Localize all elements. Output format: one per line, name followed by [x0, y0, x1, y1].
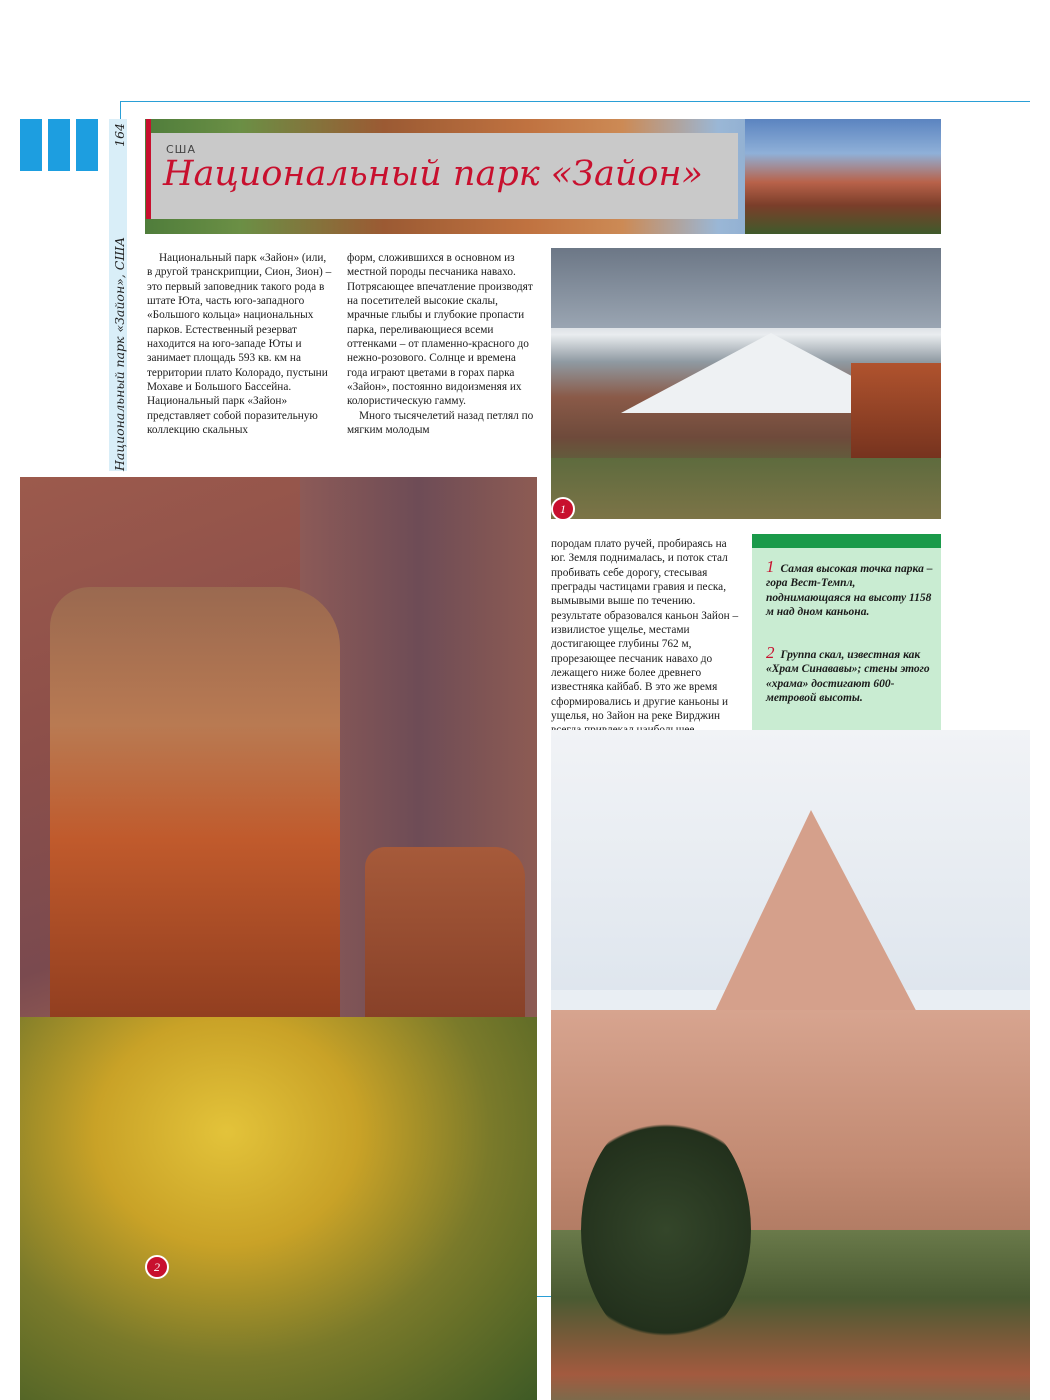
page-number: 164 [111, 123, 127, 147]
caption-text: Самая высокая точка парка – гора Вест-Темпл, поднимающаяся на высоту 1158 м над дном каньона. [766, 563, 933, 619]
photo-number-badge-1: 1 [551, 497, 575, 521]
side-tab [48, 119, 70, 171]
running-head-title: Национальный парк «Зайон», США [111, 236, 127, 471]
paragraph: форм, сложившихся в основном из местной породы песчаника навахо. Потрясающее впечатление производят на посетителей высокие скалы, мрачные глыбы и глубокие пропасти парка, переливающиеся всеми оттенками – от пламенно-красного до нежно-розового. Солнце и времена года играют цветами в горах парка «Зайон», постоянно видоизменяя их колористическую гамму. [347, 252, 533, 408]
banner-rock-image [745, 119, 941, 234]
valley [551, 458, 941, 519]
photo-temple-of-sinawava [20, 477, 537, 1400]
caption-1 [766, 557, 934, 620]
rock-pillar [50, 587, 340, 1047]
caption-number: 1 [766, 557, 775, 576]
side-tab [20, 119, 42, 171]
paragraph: Национальный парк «Зайон» (или, в другой транскрипции, Сион, Зион) – это первый заповедник такого рода в штате Юта, часть юго-западного «Большого кольца» национальных парков. Естественный резерват находится на юго-западе Юты и занимает площадь 593 кв. км на территории плато Колорадо, пустыни Мохаве и Большого Бассейна. Национальный парк «Зайон» представляет собой поразительную коллекцию скальных [147, 252, 332, 437]
text-column-1 [147, 251, 332, 437]
section-label: США [166, 143, 196, 156]
autumn-trees [20, 1017, 537, 1400]
top-rule [120, 101, 1030, 102]
bottom-rule [537, 1296, 551, 1297]
photo-west-temple [551, 248, 941, 519]
caption-text: Группа скал, известная как «Храм Синававы»; стены этого «храма» достигают 600-метровой высоты. [766, 649, 930, 705]
sky-clouds [551, 248, 941, 328]
caption-header-bar [752, 534, 941, 548]
red-cliff [851, 363, 941, 473]
photo-mountain-peak [551, 730, 1030, 1400]
side-tab [76, 119, 98, 171]
paragraph: породам плато ручей, пробираясь на юг. Земля поднималась, и поток стал пробивать себе дорогу, стесывая преграды частицами гравия и песка, вымывыми выше по течению. результате образовался каньон Зайон – извилистое ущелье, местами достигающее глубины 762 м, прорезающее песчаник навахо до лежащего ниже более древнего известняка кайбаб. В это же время сформировались и другие каньоны и ущелья, но Зайон на реке Вирджин [551, 538, 739, 723]
title-accent-bar [146, 119, 151, 219]
photo-number-badge-2: 2 [145, 1255, 169, 1279]
caption-2 [766, 643, 934, 706]
caption-number: 2 [766, 643, 775, 662]
page-title: Национальный парк «Зайон» [163, 154, 703, 194]
text-column-2 [347, 251, 537, 437]
pine-tree [581, 1110, 751, 1350]
paragraph: Много тысячелетий назад петлял по мягким молодым [347, 409, 534, 437]
running-head [110, 119, 128, 471]
